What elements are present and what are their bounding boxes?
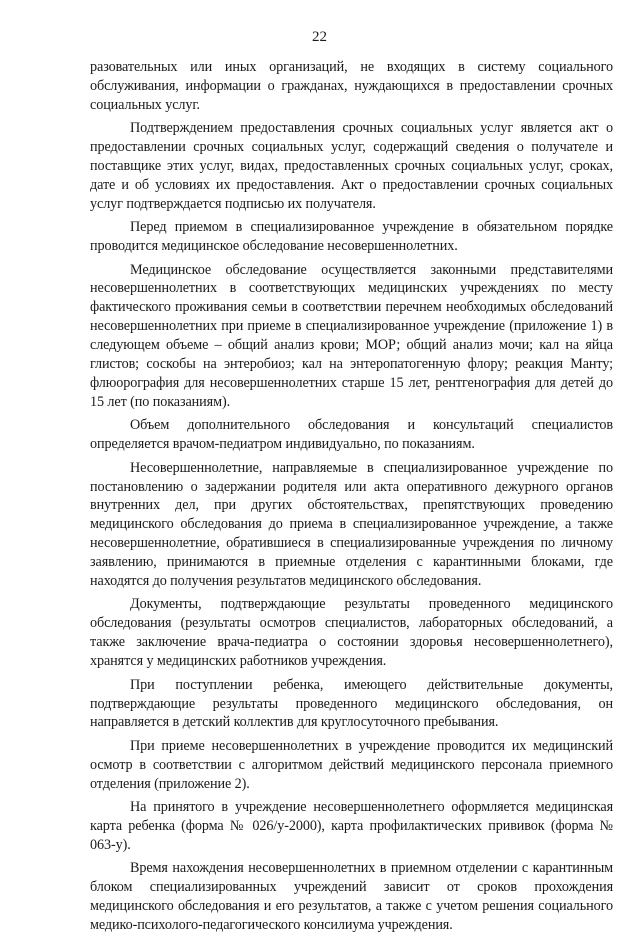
paragraph: Объем дополнительного обследования и консультаций специалистов определяется врачом-педиатром индивидуально, по показаниям. [90,417,613,453]
paragraph: Документы, подтверждающие результаты проведенного медицинского обследования (результаты осмотров специалистов, лабораторных обследований, а также заключение врача-педиатра о состоянии здоровья несовершеннолетнего), хранятся у медицинских работников учреждения. [90,596,613,670]
paragraph: Перед приемом в специализированное учреждение в обязательном порядке проводится медицинское обследование несовершеннолетних. [90,219,613,255]
paragraph: Медицинское обследование осуществляется законными представителями несовершеннолетних в соответствующих медицинских учреждениях по месту фактического проживания семьи в соответствии перечнем необходимых обследований несовершеннолетних при приеме в специализированное учреждение (приложение 1) в следующем объеме – общий анализ крови; МОР; общий анализ мочи; кал на яйца глистов; соскобы на энтеробиоз; кал на энтеропатогенную флору; реакция Манту; флюорография для несовершеннолетних старше 15 лет, рентгенография для детей до 15 лет (по показаниям). [90,261,613,410]
paragraph: Время нахождения несовершеннолетних в приемном отделении с карантинным блоком специализированных учреждений зависит от сроков прохождения медицинского обследования и его результатов, а также с учетом решения социального медико-психолого-педагогического консилиума учреждения. [90,860,613,933]
paragraph: На принятого в учреждение несовершеннолетнего оформляется медицинская карта ребенка (форма № 026/у-2000), карта профилактических прививок (форма № 063-у). [90,799,613,853]
paragraph: Подтверждением предоставления срочных социальных услуг является акт о предоставлении срочных социальных услуг, содержащий сведения о получателе и поставщике этих услуг, видах, предоставленных срочных социальных услуг, сроках, дате и об условиях их предоставления. Акт о предоставлении срочных социальных услуг подтверждается подписью их получателя. [90,120,613,212]
page-number: 22 [312,29,327,45]
document-body [90,58,613,935]
paragraph-continuation: разовательных или иных организаций, не входящих в систему социального обслуживания, информации о гражданах, нуждающихся в предоставлении срочных социальных услуг. [90,59,613,113]
paragraph: При поступлении ребенка, имеющего действительные документы, подтверждающие результаты проведенного медицинского обследования, он направляется в детский коллектив для круглосуточного пребывания. [90,676,613,731]
paragraph: Несовершеннолетние, направляемые в специализированное учреждение по постановлению о задержании родителя или акта оперативного дежурного органов внутренних дел, при других обстоятельствах, препятствующих проведению медицинского обследования до приема в специализированное учреждение, а также несовершеннолетние, обратившиеся в специализированные учреждения по личному заявлению, принимаются в приемные отделения с карантинными блоками, где находятся до получения результатов медицинского обследования. [90,459,613,590]
paragraph: При приеме несовершеннолетних в учреждение проводится их медицинский осмотр в соответствии с алгоритмом действий медицинского персонала приемного отделения (приложение 2). [90,737,613,792]
